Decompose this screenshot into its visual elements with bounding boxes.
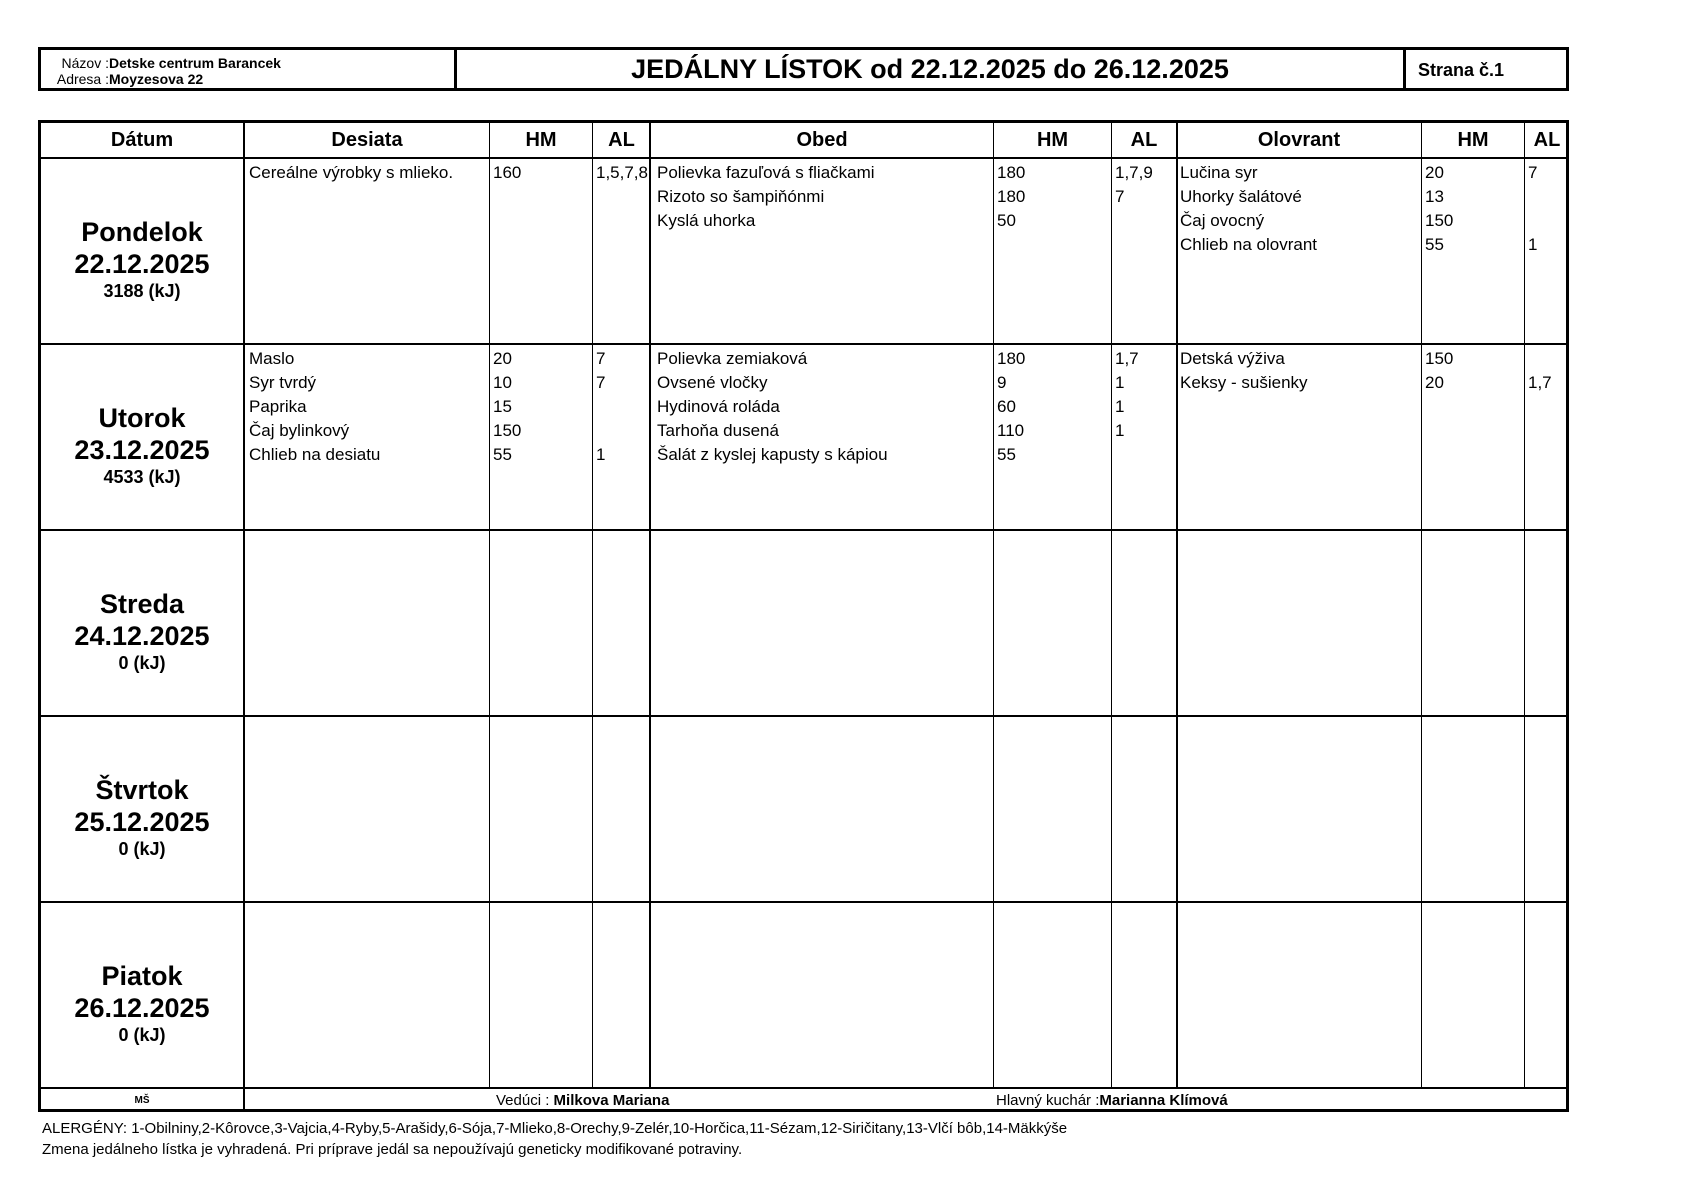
- day-label-4: [41, 960, 243, 1046]
- day-label-1: [41, 402, 243, 488]
- desiata-meal-item: Syr tvrdý: [249, 373, 317, 392]
- obed-meal-al: 1: [1115, 373, 1125, 392]
- obed-meal-hm: 110: [997, 421, 1025, 440]
- obed-meal-hm: 55: [997, 445, 1016, 464]
- obed-meal-hm: 180: [997, 349, 1026, 368]
- olovrant-meal-al: 1: [1528, 235, 1538, 254]
- desiata-meal-item: Chlieb na desiatu: [249, 445, 381, 464]
- head-manager-label: Vedúci :: [496, 1092, 550, 1109]
- desiata-meal-hm: 20: [493, 349, 512, 368]
- olovrant-meal-item: Chlieb na olovrant: [1180, 235, 1318, 254]
- col-header-datum: Dátum: [110, 129, 174, 151]
- col-header-olovrant: Olovrant: [1257, 129, 1341, 151]
- obed-meal-al: 1: [1115, 421, 1125, 440]
- menu-title: JEDÁLNY LÍSTOK od 22.12.2025 do 26.12.2025: [457, 50, 1406, 88]
- column-divider: [1421, 123, 1422, 1088]
- col-header-hm-olovrant: HM: [1457, 129, 1489, 151]
- column-divider: [1176, 123, 1178, 1088]
- head-cook-name: Marianna Klímová: [1099, 1092, 1228, 1109]
- olovrant-meal-item: Uhorky šalátové: [1180, 187, 1302, 206]
- obed-meal-item: Šalát z kyslej kapusty s kápiou: [657, 445, 888, 464]
- desiata-meal-al: 1,5,7,8: [596, 163, 648, 182]
- obed-meal-al: 7: [1115, 187, 1125, 206]
- address-label: Adresa :: [56, 71, 109, 87]
- desiata-meal-hm: 55: [493, 445, 512, 464]
- obed-meal-hm: 180: [997, 187, 1026, 206]
- day-date: 23.12.2025: [74, 435, 210, 465]
- day-name: Utorok: [98, 403, 186, 433]
- head-manager-name: Milkova Mariana: [553, 1092, 670, 1109]
- obed-meal-item: Polievka fazuľová s fliačkami: [657, 163, 875, 182]
- obed-meal-item: Tarhoňa dusená: [657, 421, 779, 440]
- column-divider: [243, 123, 245, 1109]
- olovrant-meal-hm: 20: [1425, 163, 1444, 182]
- desiata-meal-al: 7: [596, 373, 606, 392]
- column-divider: [592, 123, 593, 1088]
- disclaimer: Zmena jedálneho lístka je vyhradená. Pri príprave jedál sa nepoužívajú geneticky modifikované potraviny.: [42, 1141, 743, 1158]
- day-energy: 0 (kJ): [118, 653, 166, 673]
- desiata-meal-al: 7: [596, 349, 606, 368]
- desiata-meal-item: Cereálne výrobky s mlieko.: [249, 163, 454, 182]
- obed-meal-item: Kyslá uhorka: [657, 211, 756, 230]
- column-divider: [993, 123, 994, 1088]
- day-name: Pondelok: [81, 217, 203, 247]
- head-cook: [996, 1090, 1228, 1112]
- facility-info: [41, 50, 457, 88]
- olovrant-meal-hm: 13: [1425, 187, 1444, 206]
- column-divider: [1524, 123, 1525, 1088]
- olovrant-meal-item: Čaj ovocný: [1180, 211, 1265, 230]
- facility-address: Moyzesova 22: [109, 71, 204, 87]
- page-number: Strana č.1: [1418, 60, 1505, 80]
- day-energy: 3188 (kJ): [103, 281, 181, 301]
- olovrant-meal-hm: 150: [1425, 349, 1454, 368]
- desiata-meal-item: Čaj bylinkový: [249, 421, 350, 440]
- obed-meal-item: Ovsené vločky: [657, 373, 768, 392]
- day-label-2: [41, 588, 243, 674]
- obed-meal-item: Rizoto so šampiňónmi: [657, 187, 825, 206]
- obed-meal-al: 1,7: [1115, 349, 1139, 368]
- desiata-meal-al: 1: [596, 445, 606, 464]
- olovrant-meal-hm: 55: [1425, 235, 1444, 254]
- day-energy: 0 (kJ): [118, 1025, 166, 1045]
- row-divider: [41, 1087, 1566, 1089]
- obed-meal-hm: 50: [997, 211, 1016, 230]
- row-divider: [41, 529, 1566, 531]
- notes: [42, 1118, 1067, 1160]
- head-cook-label: Hlavný kuchár :: [996, 1092, 1100, 1109]
- obed-meal-item: Hydinová roláda: [657, 397, 780, 416]
- day-label-0: [41, 216, 243, 302]
- row-divider: [41, 157, 1566, 159]
- obed-meal-al: 1: [1115, 397, 1125, 416]
- ms-label: MŠ: [134, 1095, 150, 1106]
- obed-meal-hm: 9: [997, 373, 1007, 392]
- desiata-meal-hm: 15: [493, 397, 512, 416]
- column-divider: [649, 123, 651, 1088]
- column-divider: [1111, 123, 1112, 1088]
- column-divider: [489, 123, 490, 1088]
- day-name: Štvrtok: [95, 775, 189, 805]
- day-date: 25.12.2025: [74, 807, 210, 837]
- menu-table: [38, 120, 1569, 1112]
- col-header-al-desiata: AL: [608, 129, 635, 151]
- col-header-desiata: Desiata: [331, 129, 403, 151]
- day-date: 22.12.2025: [74, 249, 210, 279]
- row-divider: [41, 901, 1566, 903]
- day-name: Streda: [99, 589, 185, 619]
- allergens-legend: ALERGÉNY: 1-Obilniny,2-Kôrovce,3-Vajcia,4-Ryby,5-Arašidy,6-Sója,7-Mlieko,8-Orechy,9-Zelér,10-Horčica,11-Sézam,12-Siričitany,13-Vlčí bôb,14-Mäkkýše: [42, 1120, 1068, 1137]
- desiata-meal-hm: 10: [493, 373, 512, 392]
- col-header-al-olovrant: AL: [1533, 129, 1561, 151]
- obed-meal-al: 1,7,9: [1115, 163, 1153, 182]
- col-header-hm-obed: HM: [1036, 129, 1069, 151]
- olovrant-meal-hm: 150: [1425, 211, 1454, 230]
- name-label: Názov :: [61, 55, 109, 71]
- olovrant-meal-hm: 20: [1425, 373, 1444, 392]
- olovrant-meal-item: Keksy - sušienky: [1180, 373, 1308, 392]
- row-divider: [41, 343, 1566, 345]
- olovrant-meal-item: Lučina syr: [1180, 163, 1258, 182]
- day-date: 24.12.2025: [74, 621, 210, 651]
- olovrant-meal-item: Detská výživa: [1180, 349, 1285, 368]
- day-name: Piatok: [101, 961, 183, 991]
- obed-meal-hm: 180: [997, 163, 1026, 182]
- desiata-meal-hm: 160: [493, 163, 522, 182]
- obed-meal-hm: 60: [997, 397, 1016, 416]
- row-divider: [41, 715, 1566, 717]
- day-label-3: [41, 774, 243, 860]
- desiata-meal-item: Maslo: [249, 349, 295, 368]
- desiata-meal-hm: 150: [493, 421, 522, 440]
- col-header-al-obed: AL: [1130, 129, 1158, 151]
- head-manager: [496, 1090, 669, 1112]
- col-header-hm-desiata: HM: [525, 129, 557, 151]
- olovrant-meal-al: 7: [1528, 163, 1538, 182]
- desiata-meal-item: Paprika: [249, 397, 307, 416]
- olovrant-meal-al: 1,7: [1528, 373, 1552, 392]
- header-box: [38, 47, 1569, 91]
- day-energy: 0 (kJ): [118, 839, 166, 859]
- obed-meal-item: Polievka zemiaková: [657, 349, 808, 368]
- facility-name: Detske centrum Barancek: [109, 55, 281, 71]
- col-header-obed: Obed: [796, 129, 848, 151]
- day-date: 26.12.2025: [74, 993, 210, 1023]
- day-energy: 4533 (kJ): [103, 467, 181, 487]
